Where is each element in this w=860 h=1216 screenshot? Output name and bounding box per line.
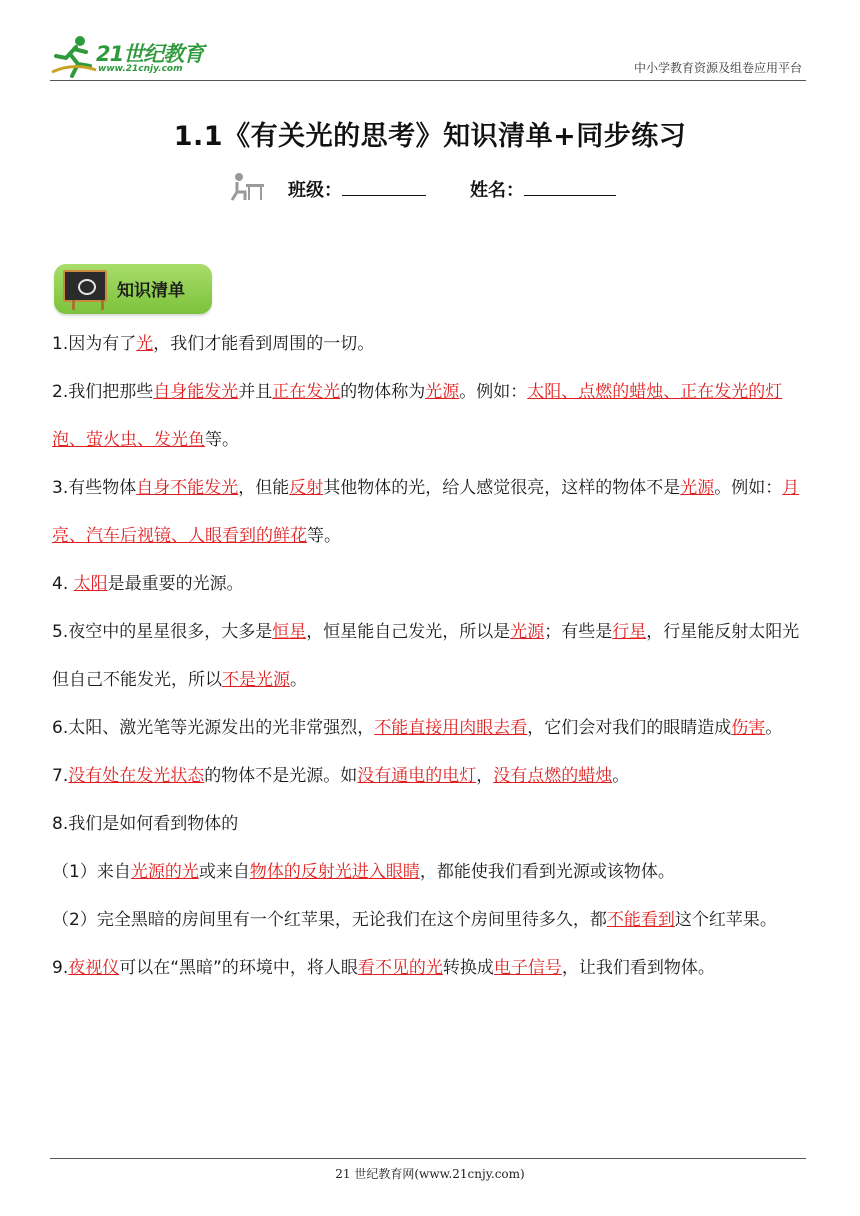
item-text: ，让我们看到物体。 (561, 958, 715, 978)
name-label: 姓名： (470, 180, 524, 201)
answer-text: 夜视仪 (68, 958, 120, 978)
knowledge-list (52, 320, 808, 992)
class-blank[interactable] (342, 177, 426, 196)
class-label: 班级： (288, 180, 342, 201)
page-title: 1.1《有关光的思考》知识清单+同步练习 (173, 121, 687, 152)
section-badge-label: 知识清单 (117, 281, 185, 301)
item-text: 可以在“黑暗”的环境中，将人眼 (119, 958, 358, 978)
item-text: 等。 (307, 526, 341, 546)
item-text: ， (476, 766, 494, 786)
answer-text: 太阳、点燃的蜡烛、正在发光的灯泡、萤火虫、发光鱼 (52, 382, 783, 450)
platform-label: 中小学教育资源及组卷应用平台 (633, 61, 802, 75)
answer-text: 没有通电的电灯 (357, 766, 477, 786)
item-text: 。例如： (714, 478, 783, 498)
answer-text: 恒星 (272, 622, 307, 642)
answer-text: 没有点燃的蜡烛 (493, 766, 613, 786)
item-text: 7. (52, 766, 69, 786)
item-text: 其他物体的光，给人感觉很亮，这样的物体不是 (323, 478, 681, 498)
list-item (52, 704, 808, 752)
section-badge (54, 264, 212, 314)
answer-text: 光源 (425, 382, 460, 402)
item-text: 。 (290, 670, 307, 690)
item-text: 4. (52, 574, 74, 594)
answer-text: 正在发光 (272, 382, 341, 402)
list-item (52, 464, 808, 560)
list-item (52, 896, 808, 944)
item-text: 转换成 (442, 958, 494, 978)
answer-text: 电子信号 (493, 958, 562, 978)
answer-text: 行星 (612, 622, 647, 642)
item-text: ，恒星能自己发光，所以是 (306, 622, 511, 642)
item-text: 。 (765, 718, 783, 738)
item-text: 3.有些物体 (52, 478, 137, 498)
list-item (52, 848, 808, 896)
logo-text: 21世纪教育 (96, 42, 204, 66)
list-item (52, 320, 808, 368)
item-text: ，都能使我们看到光源或该物体。 (419, 862, 675, 882)
answer-text: 自身不能发光 (136, 478, 239, 498)
item-text: ，它们会对我们的眼睛造成 (527, 718, 732, 738)
list-item (52, 752, 808, 800)
item-text: 。例如： (459, 382, 528, 402)
runner-icon (50, 32, 98, 78)
answer-text: 不能直接用肉眼去看 (374, 718, 528, 738)
name-field[interactable] (470, 176, 616, 202)
item-text: 或来自 (198, 862, 250, 882)
page-header (50, 30, 806, 81)
logo-url: www.21cnjy.com (98, 64, 183, 74)
item-text: 。 (612, 766, 630, 786)
item-text: 等。 (205, 430, 239, 450)
class-field[interactable] (288, 176, 426, 202)
list-item (52, 560, 808, 608)
footer-divider (50, 1158, 806, 1159)
item-text: 是最重要的光源。 (107, 574, 244, 594)
item-text: 9. (52, 958, 69, 978)
answer-text: 不能看到 (606, 910, 675, 930)
item-text: 8.我们是如何看到物体的 (52, 814, 239, 834)
answer-text: 看不见的光 (357, 958, 443, 978)
item-text: 6.太阳、激光笔等光源发出的光非常强烈， (52, 718, 375, 738)
item-text: 5.夜空中的星星很多，大多是 (52, 622, 273, 642)
answer-text: 不是光源 (222, 670, 290, 690)
student-desk-icon (228, 170, 268, 202)
answer-text: 光源的光 (130, 862, 199, 882)
answer-text: 月亮、汽车后视镜、人眼看到的鲜花 (52, 478, 800, 546)
item-text: （1）来自 (52, 862, 131, 882)
answer-text: 光源 (510, 622, 545, 642)
answer-text: 太阳 (73, 574, 108, 594)
list-item (52, 368, 808, 464)
item-text: ，我们才能看到周围的一切。 (153, 334, 375, 354)
answer-text: 光 (136, 334, 154, 354)
item-text: ，行星能反射太阳光但自己不能发光，所以 (52, 622, 800, 690)
item-text: ；有些是 (544, 622, 613, 642)
site-logo[interactable] (50, 32, 220, 78)
item-text: 2.我们把那些 (52, 382, 154, 402)
name-blank[interactable] (524, 177, 616, 196)
answer-text: 自身能发光 (153, 382, 239, 402)
answer-text: 光源 (680, 478, 715, 498)
item-text: 的物体称为 (340, 382, 426, 402)
item-text: 的物体不是光源。如 (204, 766, 358, 786)
list-item (52, 800, 808, 848)
item-text: ，但能 (238, 478, 290, 498)
answer-text: 伤害 (731, 718, 766, 738)
answer-text: 没有处在发光状态 (68, 766, 205, 786)
item-text: （2）完全黑暗的房间里有一个红苹果，无论我们在这个房间里待多久，都 (52, 910, 607, 930)
item-text: 这个红苹果。 (674, 910, 777, 930)
blackboard-icon (63, 270, 107, 302)
answer-text: 物体的反射光进入眼睛 (249, 862, 420, 882)
item-text: 并且 (238, 382, 273, 402)
list-item (52, 944, 808, 992)
footer-text: 21 世纪教育网(www.21cnjy.com) (335, 1167, 525, 1181)
item-text: 1.因为有了 (52, 334, 137, 354)
answer-text: 反射 (289, 478, 324, 498)
list-item (52, 608, 808, 704)
